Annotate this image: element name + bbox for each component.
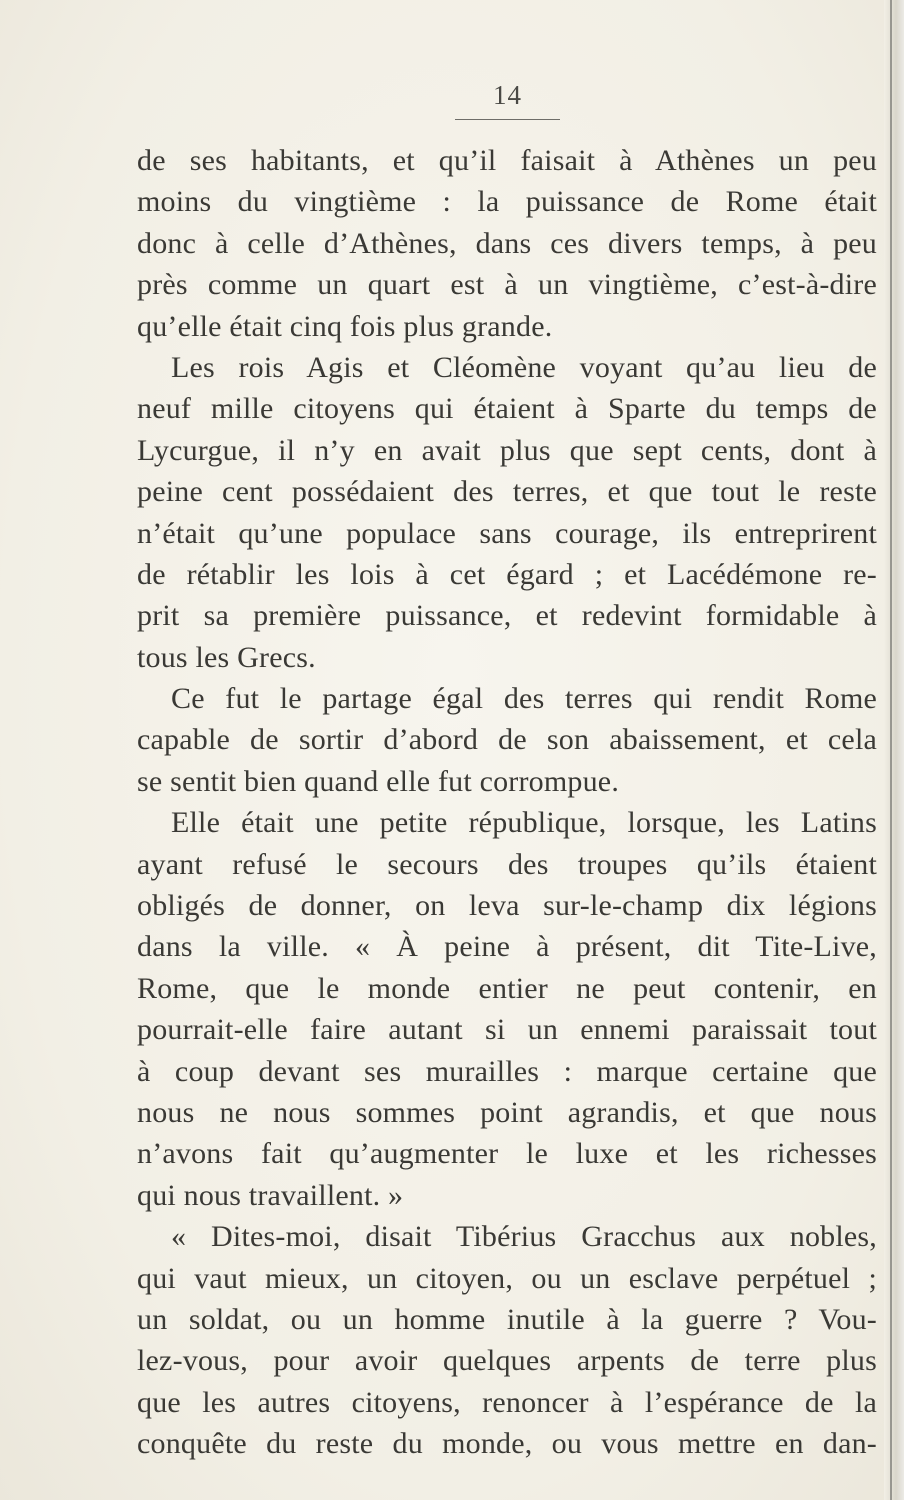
text-line: conquête du reste du monde, ou vous mettre en dan-: [137, 1427, 877, 1461]
paragraph-2: [137, 347, 877, 678]
page-number: 14: [493, 80, 522, 110]
text-line: neuf mille citoyens qui étaient à Sparte du temps de: [137, 392, 877, 426]
text-line: que les autres citoyens, renoncer à l’espérance de la: [137, 1385, 877, 1419]
text-line: ayant refusé le secours des troupes qu’ils étaient: [137, 847, 877, 881]
text-line: Les rois Agis et Cléomène voyant qu’au lieu de: [171, 350, 877, 384]
text-line: près comme un quart est à un vingtième, c’est-à-dire: [137, 268, 877, 302]
text-line: prit sa première puissance, et redevint formidable à: [137, 599, 877, 633]
text-line: Lycurgue, il n’y en avait plus que sept cents, dont à: [137, 433, 877, 467]
text-line: de ses habitants, et qu’il faisait à Athènes un peu: [137, 144, 877, 177]
text-line: « Dites-moi, disait Tibérius Gracchus aux nobles,: [171, 1220, 877, 1254]
body-text: [137, 140, 877, 1465]
text-line: obligés de donner, on leva sur-le-champ dix légions: [137, 889, 877, 923]
text-line: Ce fut le partage égal des terres qui rendit Rome: [171, 682, 877, 716]
page-number-rule: [455, 119, 560, 120]
text-line: un soldat, ou un homme inutile à la guerre ? Vou-: [137, 1302, 877, 1336]
text-line: peine cent possédaient des terres, et que tout le reste: [137, 475, 877, 509]
text-line: pourrait-elle faire autant si un ennemi paraissait tout: [137, 1013, 877, 1047]
text-line: lez-vous, pour avoir quelques arpents de terre plus: [137, 1344, 877, 1378]
text-line: moins du vingtième : la puissance de Rome était: [137, 185, 877, 219]
text-line: capable de sortir d’abord de son abaissement, et cela: [137, 723, 877, 757]
text-line: qui vaut mieux, un citoyen, ou un esclave perpétuel ;: [137, 1261, 877, 1295]
page-binding-edge: [884, 0, 904, 1500]
text-line: se sentit bien quand elle fut corrompue.: [137, 764, 620, 798]
text-line: donc à celle d’Athènes, dans ces divers temps, à peu: [137, 226, 877, 260]
text-line: dans la ville. « À peine à présent, dit Tite-Live,: [137, 930, 877, 964]
text-line: n’était qu’une populace sans courage, ils entreprirent: [137, 516, 877, 550]
text-line: Rome, que le monde entier ne peut contenir, en: [137, 971, 877, 1005]
paragraph-1: [137, 140, 877, 347]
text-line: n’avons fait qu’augmenter le luxe et les richesses: [137, 1137, 877, 1171]
text-line: qui nous travaillent. »: [137, 1178, 404, 1212]
paragraph-3: [137, 678, 877, 802]
text-line: tous les Grecs.: [137, 640, 316, 674]
paragraph-4: [137, 802, 877, 1216]
text-line: qu’elle était cinq fois plus grande.: [137, 309, 553, 343]
paragraph-5: [137, 1216, 877, 1464]
text-line: à coup devant ses murailles : marque certaine que: [137, 1054, 877, 1088]
text-line: Elle était une petite république, lorsque, les Latins: [171, 806, 877, 840]
text-line: nous ne nous sommes point agrandis, et que nous: [137, 1095, 877, 1129]
text-line: de rétablir les lois à cet égard ; et Lacédémone re-: [137, 557, 877, 591]
